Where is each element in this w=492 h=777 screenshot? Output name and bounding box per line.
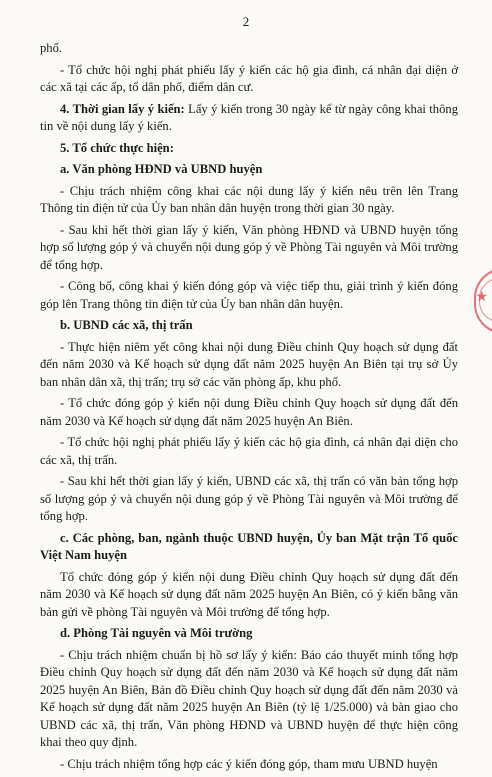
paragraph: 5. Tổ chức thực hiện:	[60, 140, 174, 155]
paragraph	[40, 101, 458, 136]
document-body	[40, 40, 458, 777]
paragraph: - Công bố, công khai ý kiến đóng góp và việc tiếp thu, giải trình ý kiến đóng góp lên Trang thông tin điện tử của Ủy ban nhân dân huyện.	[40, 279, 458, 311]
paragraph: b. UBND các xã, thị trấn	[60, 318, 193, 332]
paragraph: - Chịu trách nhiệm tổng hợp các ý kiến đóng góp, tham mưu UBND huyện	[60, 756, 438, 771]
paragraph: - Tổ chức hội nghị phát phiếu lấy ý kiến các hộ gia đình, cá nhân đại diện ở các xã tại các ấp, tổ dân phố, điểm dân cư.	[40, 62, 458, 94]
paragraph: - Sau khi hết thời gian lấy ý kiến, UBND các xã, thị trấn có văn bản tổng hợp số lượng góp ý và chuyển nội dung góp ý về Phòng Tài nguyên và Môi trường để tổng hợp.	[40, 474, 458, 523]
paragraph: - Tổ chức đóng góp ý kiến nội dung Điều chỉnh Quy hoạch sử dụng đất đến năm 2030 và Kế hoạch sử dụng đất năm 2025 huyện An Biên.	[40, 396, 458, 428]
paragraph-text: Lấy ý kiến trong 30 ngày kể từ ngày công khai thông tin về nội dung lấy ý kiến.	[40, 101, 458, 133]
paragraph: - Chịu trách nhiệm chuẩn bị hồ sơ lấy ý kiến: Báo cáo thuyết minh tổng hợp Điều chỉnh Quy hoạch sử dụng đất đến năm 2030 và Kế hoạch sử dụng đất năm 2025 huyện An Biên, Bản đồ Điều chỉnh Quy hoạch sử dụng đất đến năm 2030 và Kế hoạch sử dụng đất năm 2025 huyện An Biên (tỷ lệ 1/25.000) và bàn giao cho UBND các xã, thị trấn, Văn phòng HĐND và UBND huyện để thực hiện công khai theo quy định.	[40, 647, 458, 749]
page-number: 2	[242, 14, 250, 29]
paragraph: c. Các phòng, ban, ngành thuộc UBND huyện, Ủy ban Mặt trận Tổ quốc Việt Nam huyện	[40, 530, 458, 562]
paragraph: - Sau khi hết thời gian lấy ý kiến, Văn phòng HĐND và UBND huyện tổng hợp số lượng góp ý và chuyển nội dung góp ý về Phòng Tài nguyên và Môi trường để tổng hợp.	[40, 222, 458, 272]
seal-star-icon: ★	[475, 290, 488, 305]
paragraph-label: 4. Thời gian lấy ý kiến:	[60, 101, 185, 116]
paragraph: d. Phòng Tài nguyên và Môi trường	[60, 626, 253, 640]
paragraph: a. Văn phòng HĐND và UBND huyện	[60, 162, 263, 176]
paragraph: - Thực hiện niêm yết công khai nội dung Điều chỉnh Quy hoạch sử dụng đất đến năm 2030 và Kế hoạch sử dụng đất năm 2025 huyện An Biên tại trụ sở Ủy ban nhân dân xã, thị trấn; trụ sở các văn phòng ấp, khu phố.	[40, 339, 458, 389]
paragraph: - Chịu trách nhiệm công khai các nội dung lấy ý kiến nêu trên lên Trang Thông tin điện tử của Ủy ban nhân dân huyện trong thời gian 30 ngày.	[40, 183, 458, 215]
paragraph: Tổ chức đóng góp ý kiến nội dung Điều chỉnh Quy hoạch sử dụng đất đến năm 2030 và Kế hoạch sử dụng đất năm 2025 huyện An Biên, có ý kiến bằng văn bản gửi về phòng Tài nguyên và Môi trường để tổng hợp.	[40, 569, 458, 619]
paragraph: - Tổ chức hội nghị phát phiếu lấy ý kiến các hộ gia đình, cá nhân đại diện cho các xã, thị trấn.	[40, 435, 458, 467]
paragraph: phố.	[40, 41, 63, 55]
